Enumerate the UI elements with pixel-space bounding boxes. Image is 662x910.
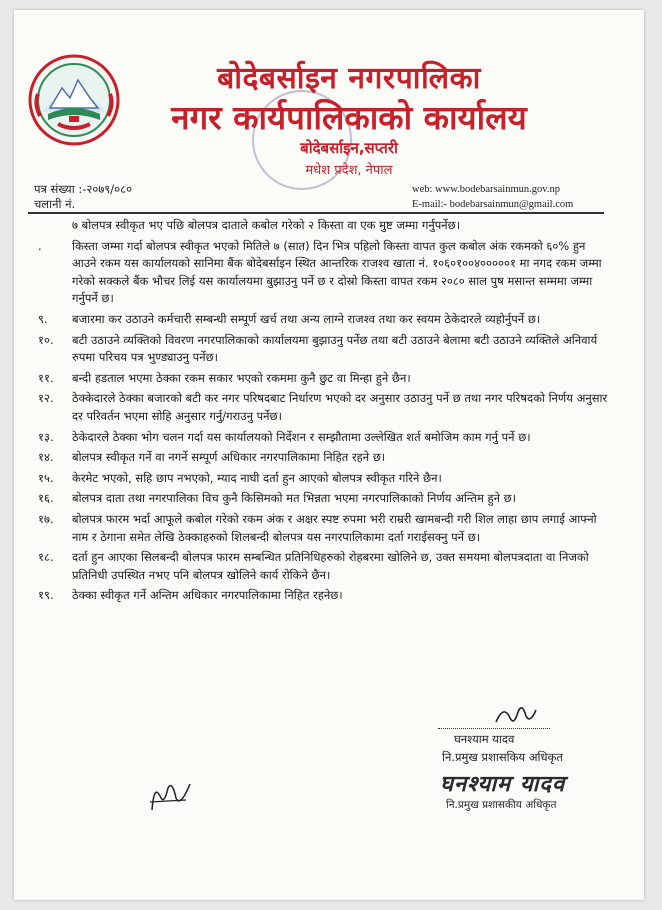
initials-signature-icon [146,776,196,816]
list-item: ९. बजारमा कर उठाउने कर्मचारी सम्बन्धी सम्पूर्ण खर्च तथा अन्य लाग्ने राजश्व तथा कर स्वयम ठेकेदारले व्यहोर्नुपर्ने छ। [38,311,541,326]
header-divider [28,212,604,214]
list-item: १२. ठेक्केदारले ठेक्का बजारको बटी कर नगर परिषदबाट निर्धारण भएको दर अनुसार उठाउनु पर्ने छ तथा नगर परिषदको निर्णय अनुसार दर परिवर्तन भएमा सोहि अनुसार गर्नु/गराउनु पर्नेछ। [38,391,608,423]
terms-list [36,217,611,608]
name-stamp: घनश्याम यादव [440,772,566,797]
office-location: बोदेबर्साइन,सप्तरी [300,139,398,157]
signature-line [438,728,550,729]
signatory-title: नि.प्रमुख प्रशासकिय अधिकृत [442,750,563,764]
office-name: नगर कार्यपालिकाको कार्यालय [171,98,527,137]
province-country: मधेश प्रदेश, नेपाल [305,163,393,178]
list-item: १४. बोलपत्र स्वीकृत गर्ने वा नगर्ने सम्पूर्ण अधिकार नगरपालिकामा निहित रहने छ। [38,450,386,465]
contact-info [412,182,573,212]
document-page [14,10,644,900]
nepal-emblem-logo [28,54,120,146]
list-item: ७ बोलपत्र स्वीकृत भए पछि बोलपत्र दाताले कबोल गरेको २ किस्ता वा एक मुष्ट जम्मा गर्नुपर्नेछ। [72,218,461,232]
website-link[interactable]: web: www.bodebarsainmun.gov.np [412,184,560,195]
title-stamp: नि.प्रमुख प्रशासकीय अधिकृत [446,799,557,811]
dispatch-number: चलानी नं. [34,197,76,211]
list-item: १९. ठेक्का स्वीकृत गर्ने अन्तिम अधिकार नगरपालिकामा निहित रहनेछ। [38,588,343,603]
list-item: १५. केरमेट भएको, सहि छाप नभएको, म्याद नाघी दर्ता हुन आएको बोलपत्र स्वीकृत गरिने छैन। [38,470,442,485]
letter-number: पत्र संख्या :-२०७९/०८० [34,182,133,196]
list-item: . किस्ता जम्मा गर्दा बोलपत्र स्वीकृत भएको मितिले ७ (सात) दिन भित्र पहिलो किस्ता वापत कुल कबोल अंक रकमको ६०% हुन आउने रकम यस कार्यालयको सानिमा बैंक बोदेबर्साइन स्थित आन्तरिक राजश्व खाता नं. १०६०१००४०००००१ मा नगद रकम जम्मा गरेको सक्कले बैंक भौचर लिई यस कार्यालयमा बुझाउनु पर्ने छ र दोस्रो किस्ता वापत रकम २०८० साल पुष मसान्त सम्ममा जम्मा गर्नुपर्ने छ। [38,238,602,306]
email-link[interactable]: E-mail:- bodebarsainmun@gmail.com [412,199,574,210]
letter-meta [34,182,132,212]
list-item: १३. ठेकेदारले ठेक्का भोग चलन गर्दा यस कार्यालयको निर्देशन र सम्झौतामा उल्लेखित शर्त बमोजिम काम गर्नु पर्ने छ। [38,429,531,444]
list-item: १६. बोलपत्र दाता तथा नगरपालिका विच कुनै किसिमको मत भिन्नता भएमा नगरपालिकाको निर्णय अन्तिम हुने छ। [38,491,517,506]
signatory-name: घनश्याम यादव [454,732,515,746]
list-item: १७. बोलपत्र फारम भर्दा आफूले कबोल गरेको रकम अंक र अक्षर स्पष्ट रुपमा भरी राम्ररी खामबन्दी गरी शिल लाहा छाप लगाई आफ्नो नाम र ठेगाना समेत लेखि ठेक्काहरुको शिलबन्दी बोलपत्र यस नगरपालिकामा दर्ता गराईसक्नु पर्ने छ। [38,511,597,544]
handwritten-signature-icon [494,700,538,730]
list-item: १०. बटी उठाउने व्यक्तिको विवरण नगरपालिकाको कार्यालयमा बुझाउनु पर्नेछ तथा बटी उठाउने बेलामा बटी उठाउने व्यक्तिले अनिवार्य रुपमा परिचय पत्र भुण्ड्याउनु पर्नेछ। [38,332,598,365]
municipality-name: बोदेबर्साइन नगरपालिका [217,61,481,96]
list-item: ११. बन्दी हडताल भएमा ठेक्का रकम सकार भएको रकममा कुनै छुट वा मिन्हा हुने छैन। [38,370,411,385]
list-item: १८. दर्ता हुन आएका सिलबन्दी बोलपत्र फारम सम्बन्धित प्रतिनिधिहरुको रोहबरमा खोलिने छ, उक्त समयमा बोलपत्रदाता वा निजको प्रतिनिधी उपस्थित नभए पनि बोलपत्र खोलिने कार्य रोकिने छैन। [38,550,589,582]
